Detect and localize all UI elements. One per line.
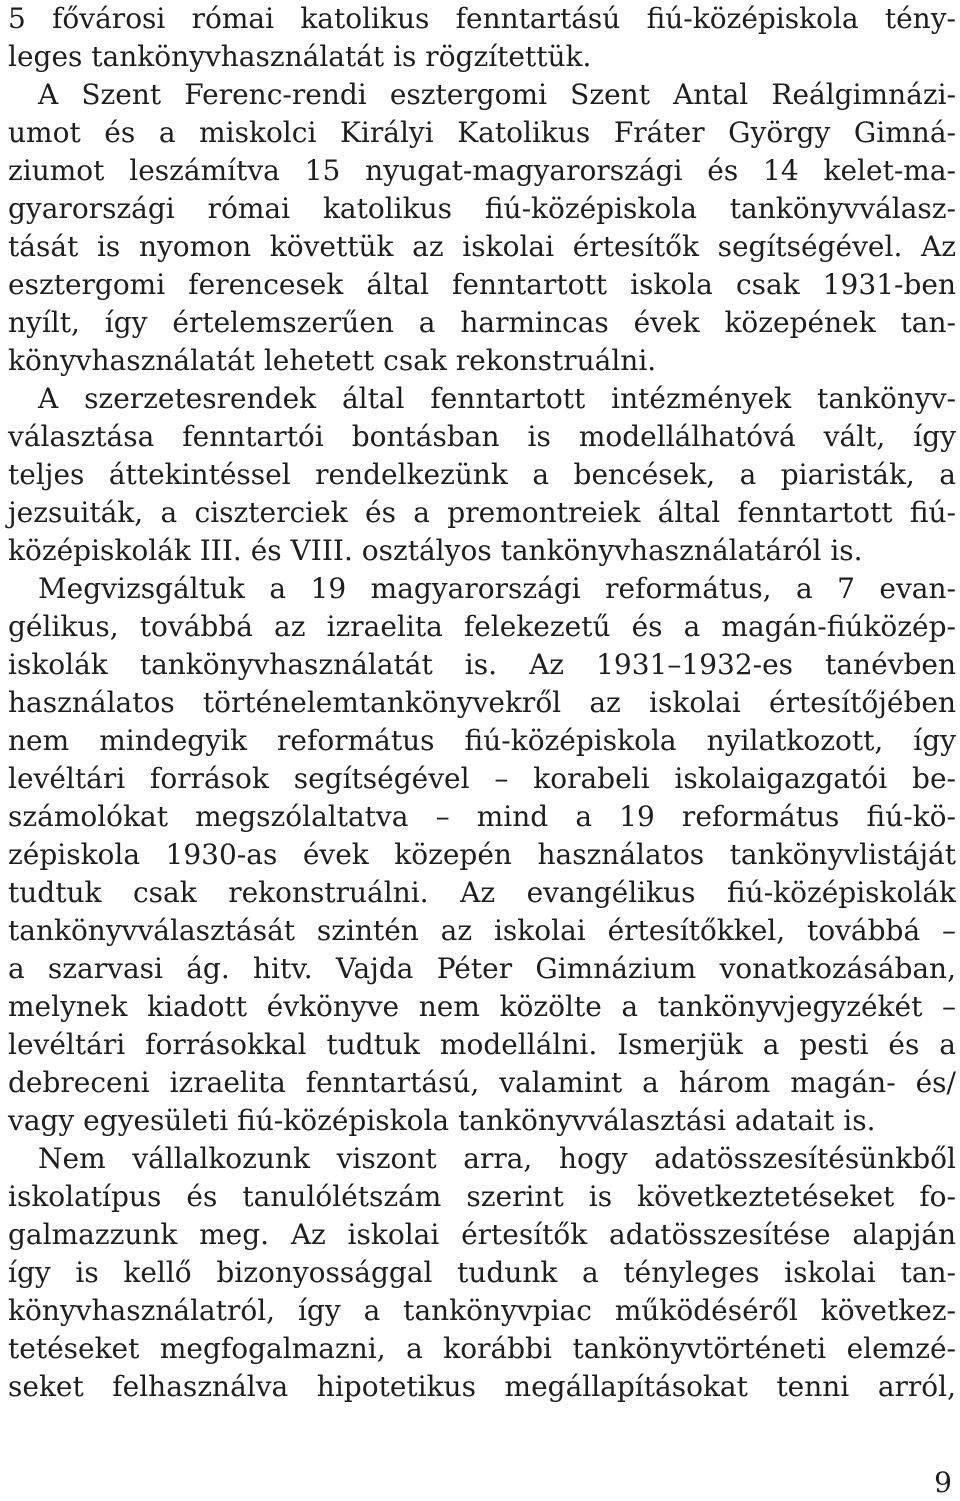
text-line: Megvizsgáltuk a 19 magyarországi református, a 7 evan- <box>38 572 956 605</box>
text-line: így is kellő bizonyossággal tudunk a tényleges iskolai tan- <box>8 1256 956 1289</box>
text-line: galmazzunk meg. Az iskolai értesítők adatösszesítése alapján <box>8 1218 956 1251</box>
text-line: gélikus, továbbá az izraelita felekezetű és a magán-fiúközép- <box>8 610 956 643</box>
text-line: 5 fővárosi római katolikus fenntartású fiú-középiskola tény- <box>8 2 956 35</box>
text-line: nem mindegyik református fiú-középiskola nyilatkozott, így <box>8 724 956 757</box>
text-line: gyarországi római katolikus fiú-középiskola tankönyvválasz- <box>8 192 956 225</box>
text-line: használatos történelemtankönyvekről az iskolai értesítőjében <box>8 686 956 719</box>
text-line: A Szent Ferenc-rendi esztergomi Szent Antal Reálgimnázi- <box>38 78 956 111</box>
text-line: levéltári forrásokkal tudtuk modellálni. Ismerjük a pesti és a <box>8 1028 956 1061</box>
text-line: Nem vállalkozunk viszont arra, hogy adatösszesítésünkből <box>38 1142 956 1175</box>
text-line: levéltári források segítségével – korabeli iskolaigazgatói be- <box>8 762 956 795</box>
text-line: könyvhasználatról, így a tankönyvpiac működéséről következ- <box>8 1294 956 1327</box>
text-line: A szerzetesrendek által fenntartott intézmények tankönyv- <box>38 382 956 415</box>
text-line: ziumot leszámítva 15 nyugat-magyarországi és 14 kelet-ma- <box>8 154 956 187</box>
text-line: iskolák tankönyvhasználatát is. Az 1931–1932-es tanévben <box>8 648 956 681</box>
page-body <box>8 0 956 1406</box>
text-line: umot és a miskolci Királyi Katolikus Fráter György Gimná- <box>8 116 956 149</box>
text-line: tását is nyomon követtük az iskolai értesítők segítségével. Az <box>8 230 956 263</box>
text-line: leges tankönyvhasználatát is rögzítettük. <box>8 40 592 73</box>
text-line: tetéseket megfogalmazni, a korábbi tankönyvtörténeti elemzé- <box>8 1332 956 1365</box>
text-line: esztergomi ferencesek által fenntartott iskola csak 1931-ben <box>8 268 956 301</box>
text-line: iskolatípus és tanulólétszám szerint is következtetéseket fo- <box>8 1180 956 1213</box>
text-line: tankönyvválasztását szintén az iskolai értesítőkkel, továbbá – <box>8 914 956 947</box>
text-line: vagy egyesületi fiú-középiskola tankönyvválasztási adatait is. <box>8 1104 876 1137</box>
text-line: melynek kiadott évkönyve nem közölte a tankönyvjegyzékét – <box>8 990 956 1023</box>
text-line: seket felhasználva hipotetikus megállapításokat tenni arról, <box>8 1370 956 1403</box>
text-line: választása fenntartói bontásban is modellálhatóvá vált, így <box>8 420 956 453</box>
text-line: könyvhasználatát lehetett csak rekonstruálni. <box>8 344 657 377</box>
text-line: teljes áttekintéssel rendelkezünk a bencések, a piaristák, a <box>8 458 956 491</box>
text-line: debreceni izraelita fenntartású, valamint a három magán- és/ <box>8 1066 956 1099</box>
text-line: a szarvasi ág. hitv. Vajda Péter Gimnázium vonatkozásában, <box>8 952 956 985</box>
text-line: zépiskola 1930-as évek közepén használatos tankönyvlistáját <box>8 838 956 871</box>
text-line: nyílt, így értelemszerűen a harmincas évek közepének tan- <box>8 306 956 339</box>
text-line: számolókat megszólaltatva – mind a 19 református fiú-kö- <box>8 800 956 833</box>
text-line: középiskolák III. és VIII. osztályos tankönyvhasználatáról is. <box>8 534 863 567</box>
text-line: jezsuiták, a ciszterciek és a premontreiek által fenntartott fiú- <box>8 496 956 529</box>
text-line: tudtuk csak rekonstruálni. Az evangélikus fiú-középiskolák <box>8 876 956 909</box>
page-number: 9 <box>934 1466 952 1499</box>
